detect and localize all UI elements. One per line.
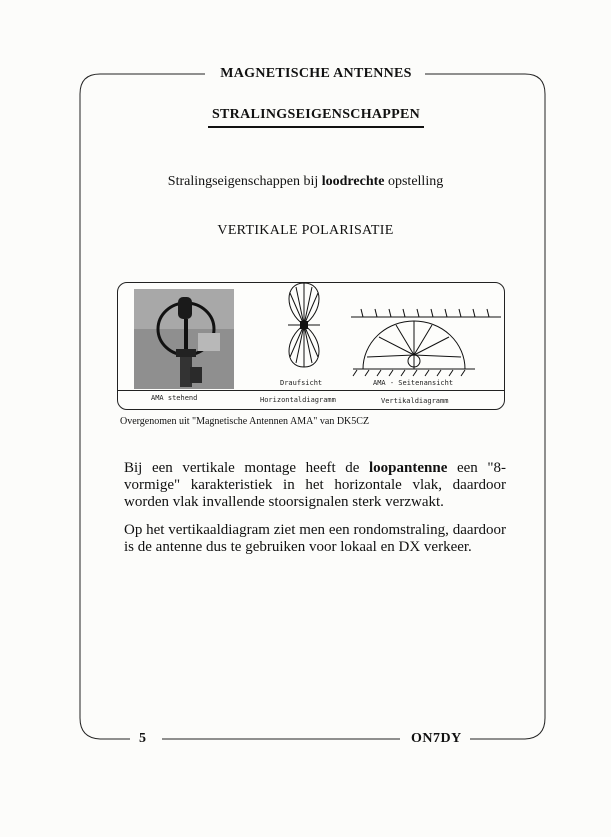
figure-caption-divider — [118, 390, 504, 391]
page-number: 5 — [139, 731, 146, 746]
subtitle — [0, 174, 611, 190]
polarisation-heading: VERTIKALE POLARISATIE — [217, 223, 394, 238]
ground-ticks-icon — [351, 289, 501, 319]
horizontal-diagram-icon — [278, 281, 330, 371]
subtitle-bold: loodrechte — [321, 174, 385, 189]
paragraph-1-bold: loopantenne — [369, 460, 448, 476]
antenna-photo — [134, 289, 234, 389]
subtitle-after: opstelling — [384, 174, 444, 189]
paragraph-2: Op het vertikaaldiagram ziet men een rondomstraling, daardoor is de antenne dus te gebruiken voor lokaal en DX verkeer. — [124, 522, 506, 555]
paragraph-1-start: Bij een vertikale montage heeft de — [124, 460, 369, 476]
vertical-diagram-label: Vertikaldiagramm — [381, 397, 449, 405]
figure-credit: Overgenomen uit "Magnetische Antennen AMA" van DK5CZ — [120, 416, 370, 427]
horizontal-diagram-label: Horizontaldiagramm — [260, 396, 336, 404]
figure-box — [117, 282, 505, 410]
paragraph-1-end: een "8-vormige" karakteristiek in het horizontale vlak, daardoor worden vlak invallende stoorsignalen sterk verzwakt. — [124, 460, 506, 510]
top-view-label: Draufsicht — [280, 379, 323, 387]
paragraph-1 — [124, 460, 506, 511]
vertical-diagram-icon — [351, 317, 477, 377]
photo-caption: AMA stehend — [151, 394, 198, 402]
side-view-label: AMA - Seitenansicht — [373, 379, 454, 387]
page-header-title: MAGNETISCHE ANTENNES — [210, 66, 422, 82]
footer-signature: ON7DY — [411, 731, 462, 746]
section-title: STRALINGSEIGENSCHAPPEN — [211, 107, 421, 122]
subtitle-before: Stralingseigenschappen bij — [167, 174, 322, 189]
section-title-underline — [208, 126, 424, 128]
